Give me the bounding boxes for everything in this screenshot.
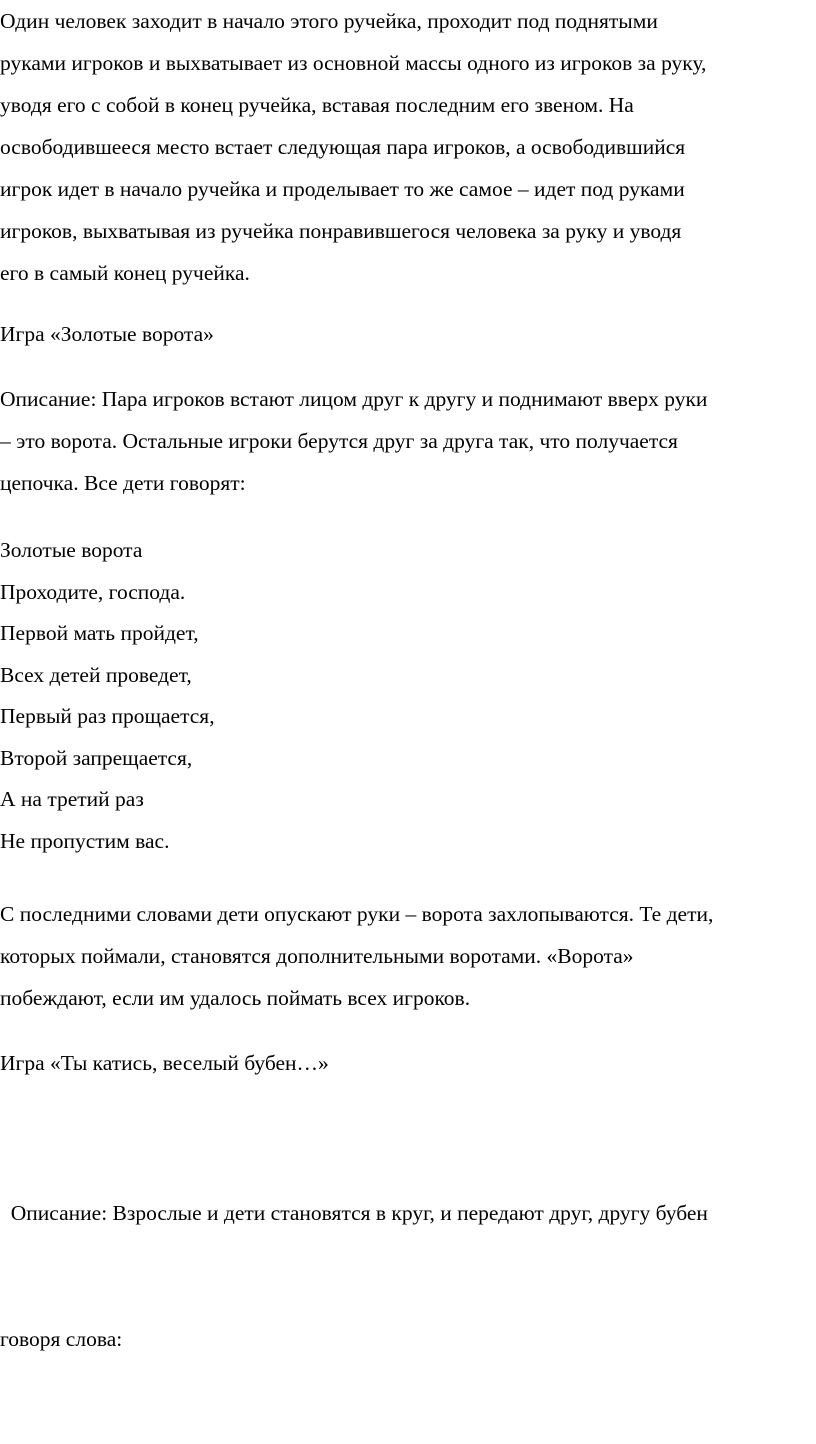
text-line: уводя его с собой в конец ручейка, вставая последним его звеном. На [0,93,634,117]
heading-tambourine-game [0,1042,329,1084]
text-line: руками игроков и выхватывает из основной массы одного из игроков за руку, [0,51,707,75]
text-line: цепочка. Все дети говорят: [0,471,246,495]
poem-line: А на третий раз [0,787,144,811]
poem-line: Не пропустим вас. [0,828,170,853]
poem-line: Всех детей проведет, [0,662,192,687]
text-line: освободившееся место встает следующая пара игроков, а освободившийся [0,135,686,159]
heading-golden-gates [0,313,214,355]
text-line: – это ворота. Остальные игроки берутся друг за друга так, что получается [0,429,678,453]
poem-line: Золотые ворота [0,538,143,562]
text-line: Описание: Пара игроков встают лицом друг к другу и поднимают вверх руки [0,387,708,411]
paragraph-tambourine-description [0,1108,708,1444]
poem-golden-gates [0,530,215,862]
poem-line: Проходите, господа. [0,579,186,604]
text-line: которых поймали, становятся дополнительными воротами. «Ворота» [0,944,634,968]
text-line: С последними словами дети опускают руки – ворота захлопываются. Те дети, [0,902,714,926]
text-line: его в самый конец ручейка. [0,261,250,285]
paragraph-golden-gates-rules [0,893,713,1019]
poem-line: Второй запрещается, [0,745,193,770]
poem-line: Первый раз прощается, [0,704,215,728]
paragraph-rucheek-description [0,0,706,294]
heading-text: Игра «Золотые ворота» [0,322,214,346]
poem-line: Первой мать пройдет, [0,621,199,645]
text-line: Один человек заходит в начало этого ручейка, проходит под поднятыми [0,9,658,33]
text-line: игроков, выхватывая из ручейка понравившегося человека за руку и уводя [0,219,682,243]
text-line: говоря слова: [0,1327,123,1351]
paragraph-golden-gates-description [0,378,707,504]
text-line: Описание: Взрослые и дети становятся в круг, и передают друг, другу бубен [0,1201,708,1225]
heading-text: Игра «Ты катись, веселый бубен…» [0,1051,329,1075]
text-line: игрок идет в начало ручейка и проделывает то же самое – идет под руками [0,177,685,201]
text-line: побеждают, если им удалось поймать всех игроков. [0,986,471,1010]
